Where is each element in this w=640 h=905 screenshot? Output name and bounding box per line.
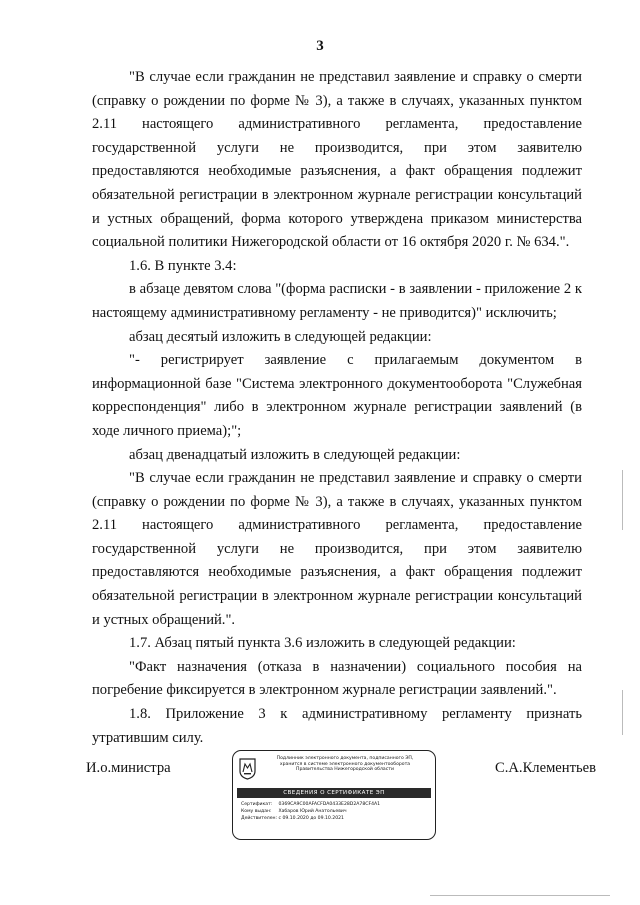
stamp-cert-label: Сертификат:: [241, 802, 273, 807]
signature-block: [86, 750, 596, 850]
stamp-cert-row: [241, 802, 380, 809]
paragraph-item-1-7: 1.7. Абзац пятый пункта 3.6 изложить в следующей редакции:: [129, 635, 516, 652]
stamp-valid-label: Действителен:: [241, 815, 278, 821]
stamp-cert-value: 0369CA9C00AFACFDA0433E28D2A78CF4A1: [278, 802, 381, 807]
paragraph-fact-naznacheniya: "Факт назначения (отказа в назначении) социального пособия на погребение фиксируется в электронном журнале регистрации заявлений.".: [92, 658, 582, 699]
stamp-header-line: хранится в системе электронного документооборота: [279, 761, 411, 767]
stamp-owner-label: Кому выдан:: [241, 808, 272, 814]
signatory-name: С.А.Клементьев: [495, 760, 596, 776]
stamp-header-line: Подлинник электронного документа, подписанного ЭП,: [276, 756, 414, 761]
stamp-owner-row: [241, 809, 380, 816]
stamp-certificate-banner: СВЕДЕНИЯ О СЕРТИФИКАТЕ ЭП: [237, 788, 431, 798]
paragraph-twelfth-abzac: абзац двенадцатый изложить в следующей редакции:: [129, 446, 461, 463]
document-body: [92, 66, 582, 750]
stamp-owner-value: Хабаров Юрий Анатольевич: [278, 808, 347, 814]
page-number: 3: [316, 38, 324, 54]
coat-of-arms-icon: [239, 758, 256, 780]
stamp-valid-value: с 09.10.2020 до 09.10.2021: [278, 815, 344, 821]
scan-edge-mark: [622, 470, 623, 530]
paragraph-item-1-8: 1.8. Приложение 3 к административному регламенту признать утратившим силу.: [92, 706, 582, 746]
stamp-header: [259, 756, 431, 773]
signatory-position: И.о.министра: [86, 760, 171, 776]
paragraph-registration: "- регистрирует заявление с прилагаемым документом в информационной базе "Система электронного документооборота "Служебная корреспонденция" либо в электронном журнале регистрации заявлений (в ходе личного приема);";: [92, 352, 582, 439]
paragraph-item-1-6: 1.6. В пункте 3.4:: [129, 257, 237, 274]
paragraph-quote-first: "В случае если гражданин не представил заявление и справку о смерти (справку о рождении по форме № 3), а также в случаях, указанных пунктом 2.11 настоящего административного регламента, предоставление государственной услуги не производится, при этом заявителю предоставляются необходимые разъяснения, а факт обращения подлежит обязательной регистрации в электронном журнале регистрации консультаций и устных обращений, форма которого утверждена приказом министерства социальной политики Нижегородской области от 16 октября 2020 г. № 634.".: [92, 69, 582, 251]
stamp-header-line: Правительства Нижегородской области: [296, 767, 394, 773]
paragraph-ninth-abzac: в абзаце девятом слова "(форма расписки - в заявлении - приложение 2 к настоящему административному регламенту - не приводится)" исключить;: [92, 281, 582, 321]
scan-edge-mark: [622, 690, 623, 735]
scan-bottom-line: [430, 895, 610, 896]
stamp-details: [241, 802, 380, 822]
paragraph-quote-second: "В случае если гражданин не представил заявление и справку о смерти (справку о рождении по форме № 3), а также в случаях, указанных пунктом 2.11 настоящего административного регламента, предоставление государственной услуги не производится, при этом заявителю предоставляются необходимые разъяснения, а факт обращения подлежит обязательной регистрации в электронном журнале регистрации консультаций и устных обращений.".: [92, 470, 582, 628]
stamp-valid-row: [241, 816, 380, 823]
electronic-signature-stamp: [232, 750, 436, 840]
paragraph-tenth-abzac: абзац десятый изложить в следующей редакции:: [129, 328, 432, 345]
